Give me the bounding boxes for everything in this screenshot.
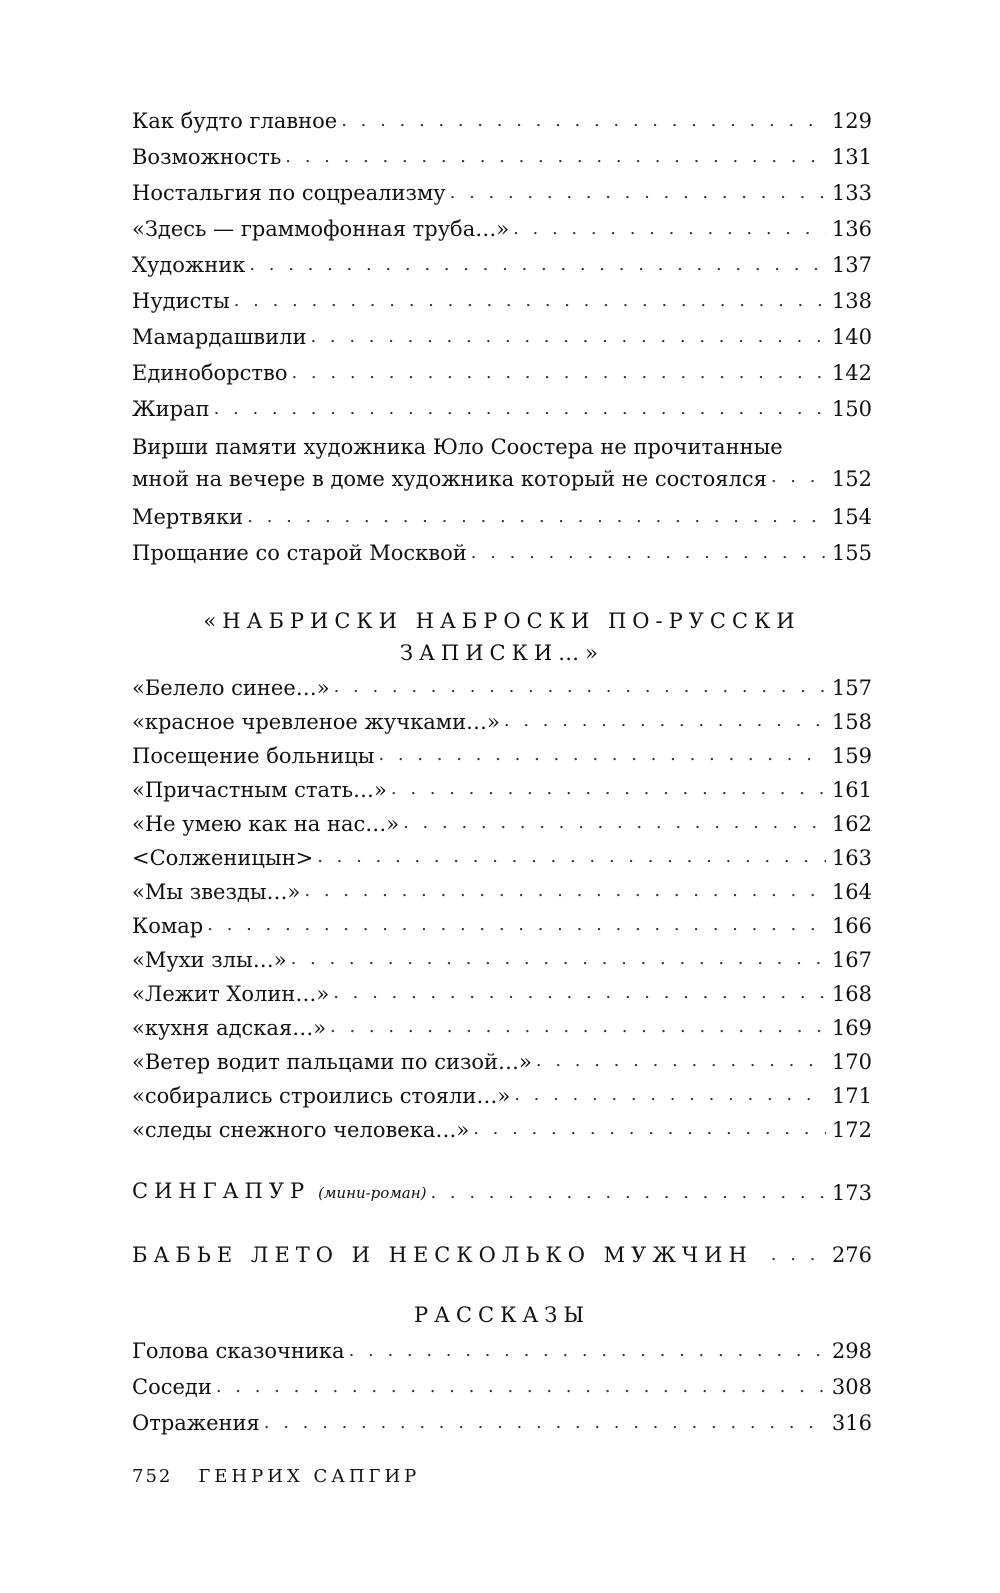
toc-entry-page: 162	[831, 812, 872, 836]
toc-entry-page: 129	[831, 109, 872, 133]
leader-dots	[310, 319, 825, 355]
leader-dots	[304, 873, 826, 909]
toc-entry-page: 168	[831, 982, 872, 1006]
leader-dots	[536, 1043, 826, 1079]
singapore-title: СИНГАПУР	[132, 1179, 311, 1203]
toc-entry-page: 276	[831, 1243, 872, 1267]
toc-entry[interactable]	[132, 909, 872, 943]
toc-entry-title: Нудисты	[132, 289, 230, 313]
toc-entry-title: «Белело синее…»	[132, 676, 330, 700]
toc-entry[interactable]	[132, 875, 872, 909]
toc-entry-title: Единоборство	[132, 361, 288, 385]
toc-entry-title: «красное чревленое жучками…»	[132, 710, 500, 734]
toc-entry-title: <Солженицын>	[132, 846, 314, 870]
toc-entry-page: 169	[831, 1016, 872, 1040]
section-heading	[132, 605, 872, 669]
leader-dots	[473, 1111, 826, 1147]
leader-dots	[214, 391, 826, 427]
leader-dots	[330, 1009, 826, 1045]
leader-dots	[285, 139, 826, 175]
singapore-note: (мини-роман)	[318, 1184, 427, 1202]
toc-entry-title: «Ветер водит пальцами по сизой…»	[132, 1050, 532, 1074]
spacer	[132, 1211, 872, 1237]
toc-entry[interactable]	[132, 535, 872, 571]
page-footer	[132, 1466, 420, 1487]
toc-entry-title: Прощание со старой Москвой	[132, 541, 467, 565]
toc-entry-page: 298	[831, 1339, 872, 1363]
leader-dots	[513, 211, 826, 247]
toc-entry-page: 163	[831, 846, 872, 870]
toc-entry[interactable]	[132, 139, 872, 175]
toc-entry[interactable]	[132, 1045, 872, 1079]
toc-entry-title: «Причастным стать…»	[132, 778, 387, 802]
toc-entry-page: 137	[831, 253, 872, 277]
toc-entry-title-line1: Вирши памяти художника Юло Соостера не прочитанные	[132, 435, 783, 459]
toc-entry[interactable]	[132, 175, 872, 211]
toc-entry-page: 159	[831, 744, 872, 768]
toc-entry-page: 136	[831, 217, 872, 241]
leader-dots	[514, 1077, 826, 1113]
toc-entry-title: «следы снежного человека…»	[132, 1118, 470, 1142]
toc-entry[interactable]	[132, 1113, 872, 1147]
toc-section-rasskazy	[132, 1299, 872, 1441]
toc-entry-page: 171	[831, 1084, 872, 1108]
toc-entry-title: «собирались строились стояли…»	[132, 1084, 511, 1108]
babye-leto-title: БАБЬЕ ЛЕТО И НЕСКОЛЬКО МУЖЧИН	[132, 1243, 753, 1267]
toc-group-part1	[132, 103, 872, 571]
toc-entry-title: «Не умею как на нас…»	[132, 812, 400, 836]
toc-entry-title: «Лежит Холин…»	[132, 982, 330, 1006]
toc-entry[interactable]	[132, 807, 872, 841]
toc-entry[interactable]	[132, 319, 872, 355]
toc-entry-page: 172	[831, 1118, 872, 1142]
toc-entry-page: 166	[831, 914, 872, 938]
leader-dots	[771, 459, 826, 495]
toc-entry[interactable]	[132, 103, 872, 139]
toc-entry-title: Возможность	[132, 145, 282, 169]
toc-entry[interactable]	[132, 211, 872, 247]
toc-section-nabriski	[132, 605, 872, 1147]
toc-entry-page: 133	[831, 181, 872, 205]
toc-entry-title: Отражения	[132, 1411, 260, 1435]
leader-dots	[391, 771, 826, 807]
toc-entry[interactable]	[132, 705, 872, 739]
toc-entry[interactable]	[132, 977, 872, 1011]
leader-dots	[247, 499, 826, 535]
leader-dots	[430, 1175, 825, 1211]
leader-dots	[378, 737, 825, 773]
section-heading: РАССКАЗЫ	[413, 1303, 591, 1327]
leader-dots	[471, 535, 826, 571]
leader-dots	[207, 907, 826, 943]
toc-entry-page: 173	[831, 1181, 872, 1205]
leader-dots	[349, 1333, 826, 1369]
toc-entry[interactable]	[132, 1369, 872, 1405]
toc-entry-page: 152	[831, 467, 872, 491]
toc-entry[interactable]	[132, 391, 872, 427]
toc-entry-page: 158	[831, 710, 872, 734]
toc-entry-page: 170	[831, 1050, 872, 1074]
toc-entry-title: Ностальгия по соцреализму	[132, 181, 446, 205]
running-author: ГЕНРИХ САПГИР	[198, 1466, 421, 1487]
page-number: 752	[132, 1466, 173, 1487]
toc-entry[interactable]	[132, 499, 872, 535]
toc-entry[interactable]	[132, 773, 872, 807]
toc-entry-title-line2: мной на вечере в доме художника который не состоялся	[132, 467, 767, 491]
toc-entry[interactable]	[132, 1079, 872, 1113]
toc-entry[interactable]	[132, 283, 872, 319]
leader-dots	[317, 839, 826, 875]
spacer	[132, 1147, 872, 1175]
toc-entry-babye-leto[interactable]	[132, 1237, 872, 1273]
toc-entry[interactable]	[132, 1011, 872, 1045]
toc-entry-line2-row	[132, 463, 872, 495]
toc-entry-title: «Мухи злы…»	[132, 948, 287, 972]
toc-entry-title: «кухня адская…»	[132, 1016, 327, 1040]
toc-entry-title: Как будто главное	[132, 109, 338, 133]
leader-dots	[291, 355, 825, 391]
leader-dots	[216, 1369, 826, 1405]
section-heading-line1: «НАБРИСКИ НАБРОСКИ ПО-РУССКИ	[203, 609, 801, 633]
toc-entry-title: Мамардашвили	[132, 325, 307, 349]
leader-dots	[234, 283, 826, 319]
toc-entry-title: Комар	[132, 914, 204, 938]
toc-entry-title: Жирап	[132, 397, 210, 421]
leader-dots	[341, 103, 826, 139]
toc-entry-page: 154	[831, 505, 872, 529]
toc-entry-page: 155	[831, 541, 872, 565]
toc-entry-page: 142	[831, 361, 872, 385]
toc-entry-page: 131	[831, 145, 872, 169]
toc-entry[interactable]	[132, 943, 872, 977]
toc-entry-page: 161	[831, 778, 872, 802]
toc-entry-page: 138	[831, 289, 872, 313]
leader-dots	[771, 1237, 826, 1273]
toc-entry-page: 316	[831, 1411, 872, 1435]
toc-entry-title: Художник	[132, 253, 246, 277]
toc-entry-page: 157	[831, 676, 872, 700]
leader-dots	[450, 175, 826, 211]
toc-entry-singapore[interactable]	[132, 1175, 872, 1211]
table-of-contents	[132, 103, 872, 1441]
leader-dots	[403, 805, 826, 841]
toc-entry-page: 164	[831, 880, 872, 904]
toc-entry-title: Соседи	[132, 1375, 212, 1399]
toc-entry-page: 150	[831, 397, 872, 421]
toc-entry[interactable]	[132, 671, 872, 705]
toc-entry-title: «Мы звезды…»	[132, 880, 301, 904]
toc-entry-title: «Здесь — граммофонная труба…»	[132, 217, 510, 241]
leader-dots	[334, 669, 826, 705]
leader-dots	[249, 247, 826, 283]
toc-entry-title	[132, 1173, 426, 1211]
toc-entry[interactable]	[132, 1333, 872, 1369]
toc-entry-multiline[interactable]	[132, 431, 872, 495]
section-heading-line2: ЗАПИСКИ…»	[399, 641, 605, 665]
toc-entry-page: 140	[831, 325, 872, 349]
leader-dots	[291, 941, 826, 977]
leader-dots	[504, 703, 826, 739]
toc-entry[interactable]	[132, 355, 872, 391]
toc-entry-title: Голова сказочника	[132, 1339, 345, 1363]
toc-entry-page: 308	[831, 1375, 872, 1399]
leader-dots	[333, 975, 826, 1011]
toc-entry-title: Мертвяки	[132, 505, 244, 529]
toc-entry-page: 167	[831, 948, 872, 972]
toc-entry[interactable]	[132, 739, 872, 773]
toc-entry[interactable]	[132, 1405, 872, 1441]
toc-entry[interactable]	[132, 841, 872, 875]
leader-dots	[264, 1405, 826, 1441]
toc-entry[interactable]	[132, 247, 872, 283]
toc-entry-title: Посещение больницы	[132, 744, 375, 768]
